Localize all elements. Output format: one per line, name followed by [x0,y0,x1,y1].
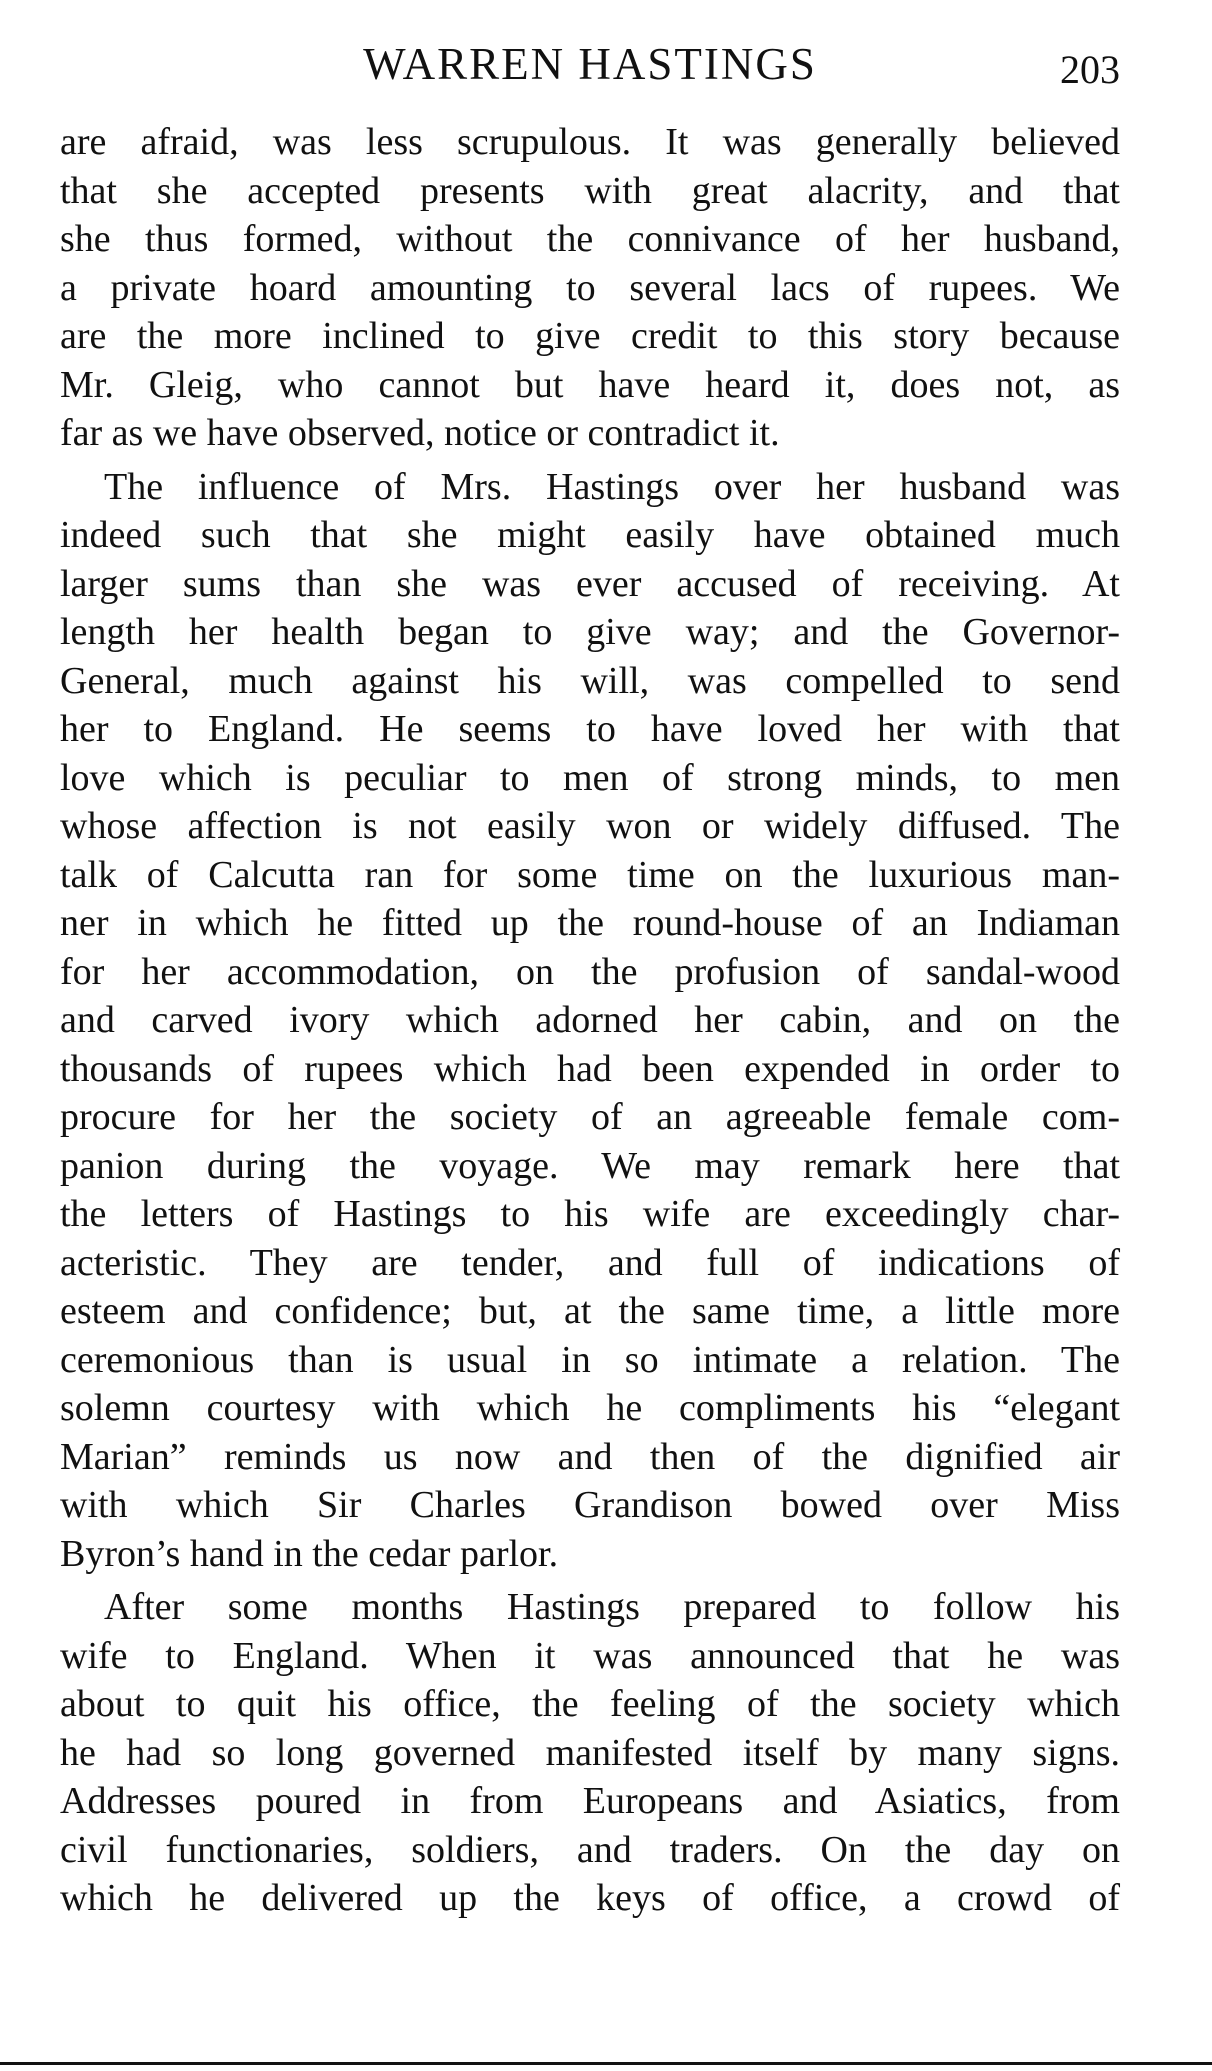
text-line: The influence of Mrs. Hastings over her husband was [104,465,1120,508]
page-number: 203 [1060,47,1120,92]
text-line: which he delivered up the keys of office, a crowd of [60,1877,1120,1919]
text-line: acteristic. They are tender, and full of indications of [60,1241,1120,1284]
text-line: are afraid, was less scrupulous. It was generally believed [60,121,1120,163]
text-line: the letters of Hastings to his wife are exceedingly char- [60,1193,1120,1235]
text-line: ceremonious than is usual in so intimate a relation. The [60,1338,1120,1381]
text-line: she thus formed, without the connivance of her husband, [60,218,1120,260]
text-line: Addresses poured in from Europeans and Asiatics, from [60,1780,1120,1822]
text-line: far as we have observed, notice or contradict it. [60,412,780,454]
paragraph [60,463,1120,1579]
text-line: for her accommodation, on the profusion of sandal-wood [60,950,1120,993]
text-line: Marian” reminds us now and then of the dignified air [60,1435,1120,1478]
text-line: Byron’s hand in the cedar parlor. [60,1532,559,1575]
text-line: talk of Calcutta ran for some time on the luxurious man- [60,853,1120,896]
text-line: love which is peculiar to men of strong minds, to men [60,756,1120,799]
text-line: solemn courtesy with which he compliments his “elegant [60,1387,1120,1429]
text-line: wife to England. When it was announced that he was [60,1634,1120,1677]
text-line: ner in which he fitted up the round-house of an Indiaman [60,902,1120,944]
text-line: indeed such that she might easily have obtained much [60,514,1120,556]
bottom-rule [0,2062,1212,2065]
text-line: Mr. Gleig, who cannot but have heard it, does not, as [60,363,1120,406]
text-line: length her health began to give way; and the Governor- [60,611,1120,653]
text-line: with which Sir Charles Grandison bowed over Miss [60,1484,1120,1526]
text-line: larger sums than she was ever accused of receiving. At [60,562,1120,605]
text-line: General, much against his will, was compelled to send [60,659,1120,702]
text-line: a private hoard amounting to several lacs of rupees. We [60,266,1120,309]
body-text [60,118,1120,1928]
text-line: panion during the voyage. We may remark here that [60,1144,1120,1187]
text-line: her to England. He seems to have loved her with that [60,708,1120,750]
text-line: After some months Hastings prepared to follow his [104,1586,1120,1628]
text-line: procure for her the society of an agreeable female com- [60,1096,1120,1138]
text-line: that she accepted presents with great alacrity, and that [60,169,1120,212]
text-line: and carved ivory which adorned her cabin, and on the [60,999,1120,1041]
text-line: he had so long governed manifested itself by many signs. [60,1731,1120,1774]
running-head [60,34,1120,94]
running-title: WARREN HASTINGS [363,39,817,89]
text-line: whose affection is not easily won or widely diffused. The [60,805,1120,847]
paragraph [60,1583,1120,1923]
text-line: about to quit his office, the feeling of the society which [60,1683,1120,1725]
text-line: civil functionaries, soldiers, and traders. On the day on [60,1828,1120,1871]
text-line: esteem and confidence; but, at the same time, a little more [60,1290,1120,1332]
text-line: thousands of rupees which had been expended in order to [60,1047,1120,1090]
text-line: are the more inclined to give credit to this story because [60,315,1120,357]
paragraph [60,118,1120,458]
